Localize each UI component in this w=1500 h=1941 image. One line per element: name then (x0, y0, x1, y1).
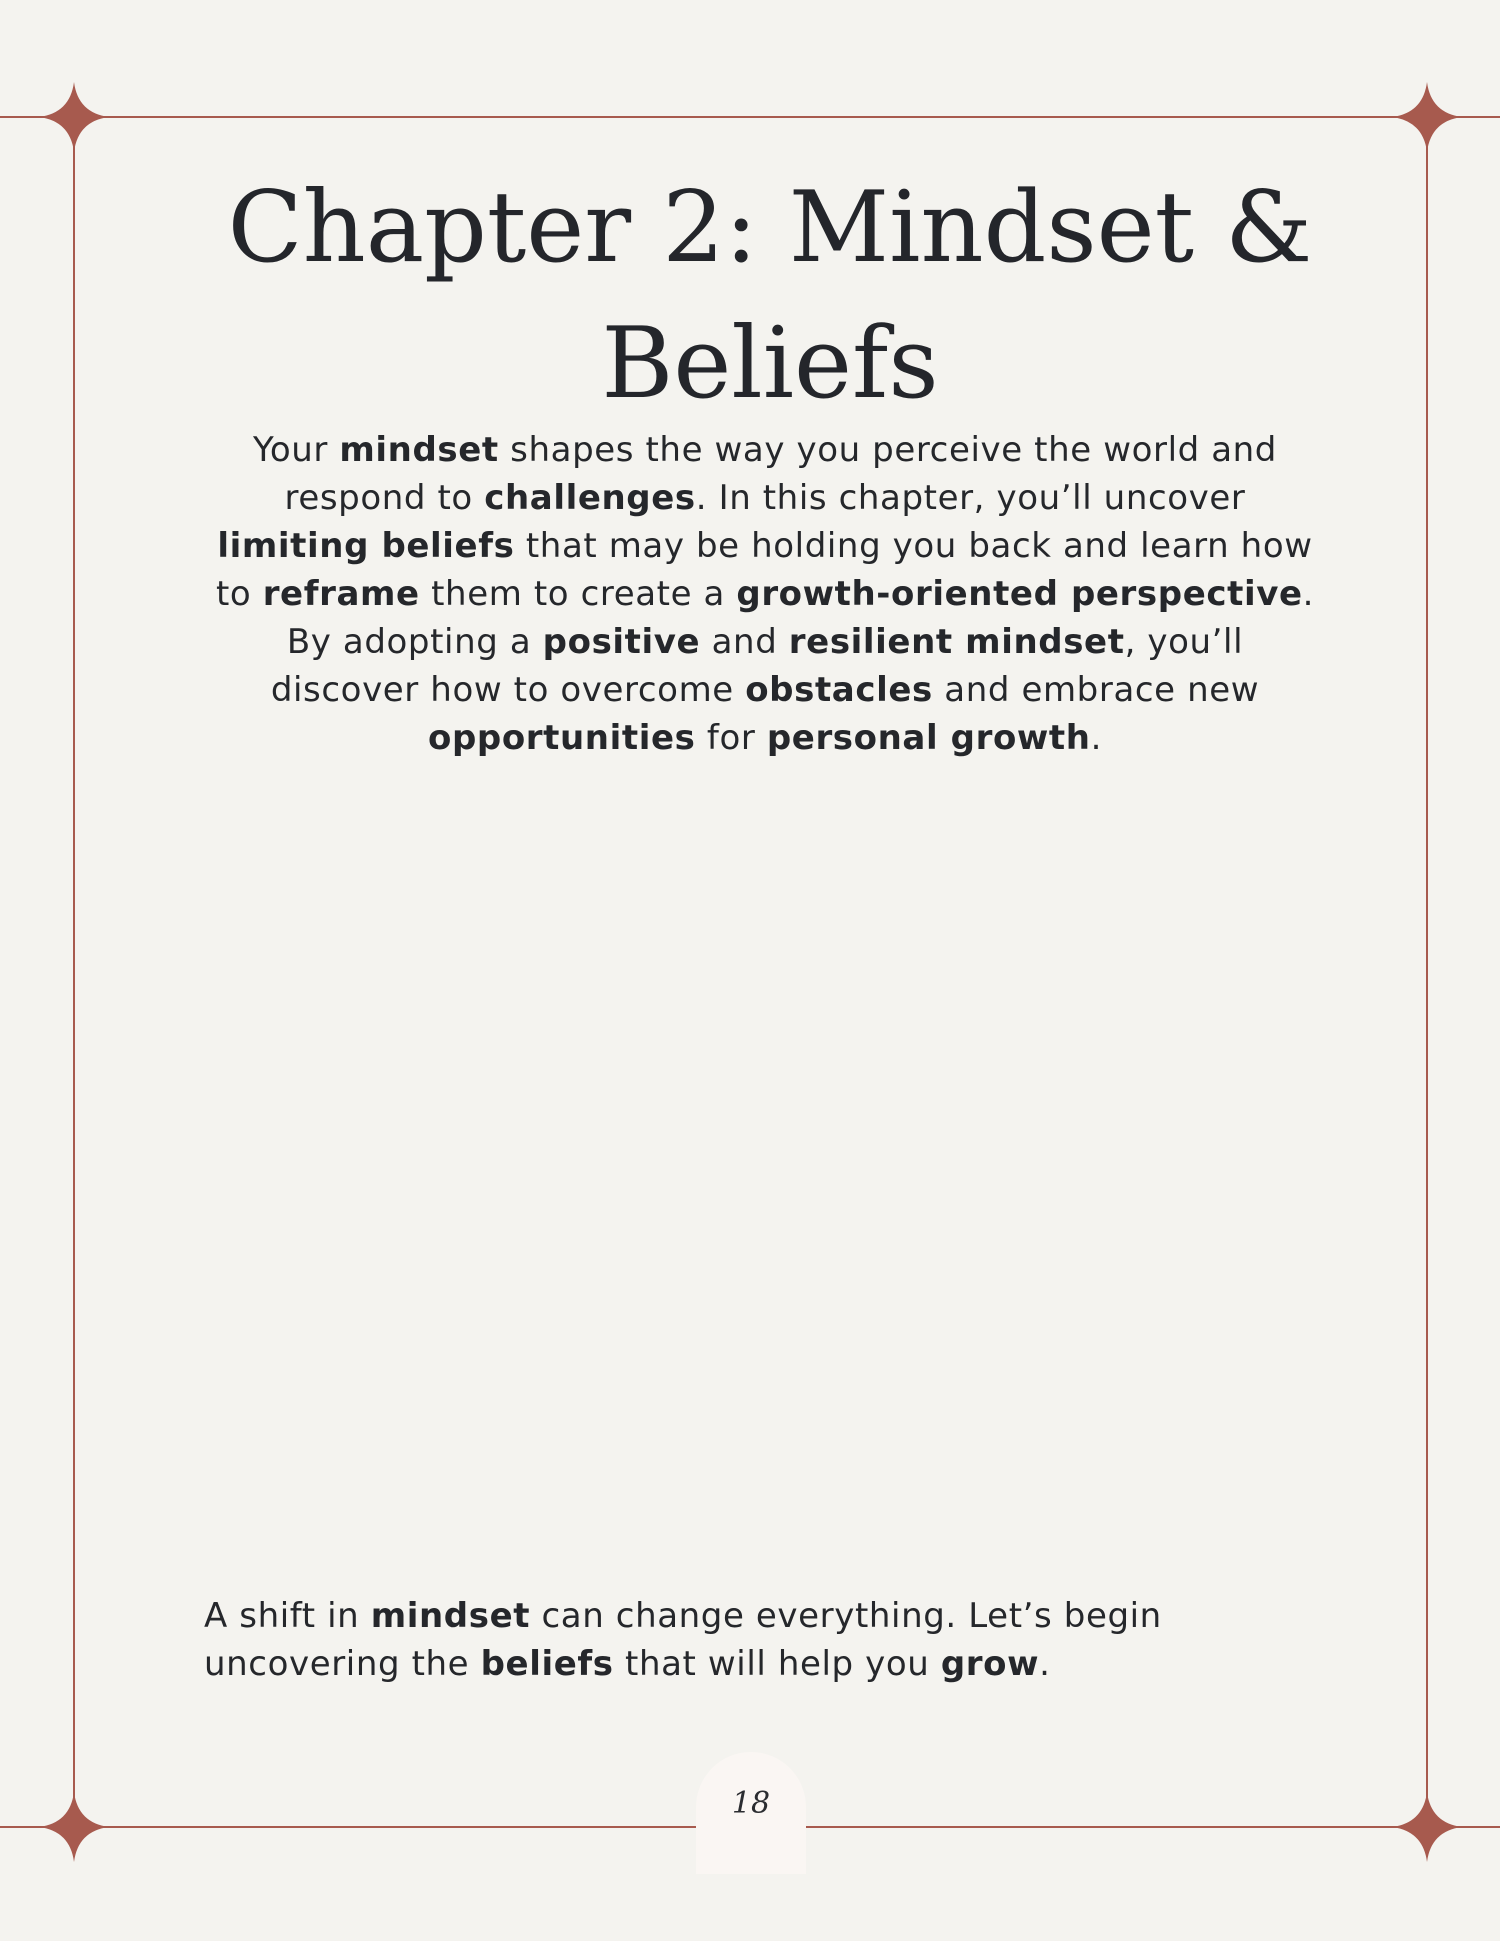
intro-text: shapes the way you perceive the world and respond to (284, 430, 1277, 518)
chapter-title (120, 160, 1420, 432)
chapter-title-line-2: Beliefs (601, 307, 939, 421)
intro-keyword: opportunities (427, 718, 696, 758)
frame-right-line (1426, 116, 1428, 1828)
intro-text: them to create a (419, 574, 737, 614)
closing-paragraph (204, 1592, 1284, 1688)
intro-text: for (695, 718, 767, 758)
intro-keyword: personal growth (766, 718, 1091, 758)
intro-text: , you’ll discover how to overcome (270, 622, 1244, 710)
frame-left-line (73, 116, 75, 1828)
intro-keyword: challenges (484, 478, 696, 518)
frame-top-line (0, 116, 1500, 118)
intro-text: and embrace new (932, 670, 1260, 710)
intro-keyword: limiting beliefs (217, 526, 515, 566)
corner-star-icon-top-left (39, 82, 109, 152)
intro-paragraph (210, 426, 1320, 762)
intro-keyword: obstacles (745, 670, 933, 710)
intro-text: . By adopting a (286, 574, 1315, 662)
intro-keyword: positive (542, 622, 701, 662)
page-number: 18 (731, 1786, 771, 1821)
intro-text: Your (253, 430, 340, 470)
closing-keyword: beliefs (480, 1644, 614, 1684)
page-number-tab (696, 1752, 806, 1874)
intro-keyword: growth-oriented perspective (736, 574, 1303, 614)
corner-star-icon-bottom-right (1392, 1792, 1462, 1862)
closing-keyword: grow (940, 1644, 1040, 1684)
closing-text: that will help you (613, 1644, 941, 1684)
intro-keyword: mindset (339, 430, 499, 470)
chapter-title-line-1: Chapter 2: Mindset & (227, 171, 1313, 285)
corner-star-icon-top-right (1392, 82, 1462, 152)
intro-text: that may be holding you back and learn how to (215, 526, 1313, 614)
closing-keyword: mindset (370, 1596, 531, 1636)
intro-text: . In this chapter, you’ll uncover (695, 478, 1246, 518)
intro-text: and (700, 622, 789, 662)
closing-text: . (1039, 1644, 1051, 1684)
closing-text: A shift in (204, 1596, 371, 1636)
corner-star-icon-bottom-left (39, 1792, 109, 1862)
intro-keyword: resilient mindset (788, 622, 1125, 662)
intro-keyword: reframe (262, 574, 420, 614)
intro-text: . (1090, 718, 1102, 758)
closing-text: can change everything. Let’s begin uncovering the (204, 1596, 1162, 1684)
